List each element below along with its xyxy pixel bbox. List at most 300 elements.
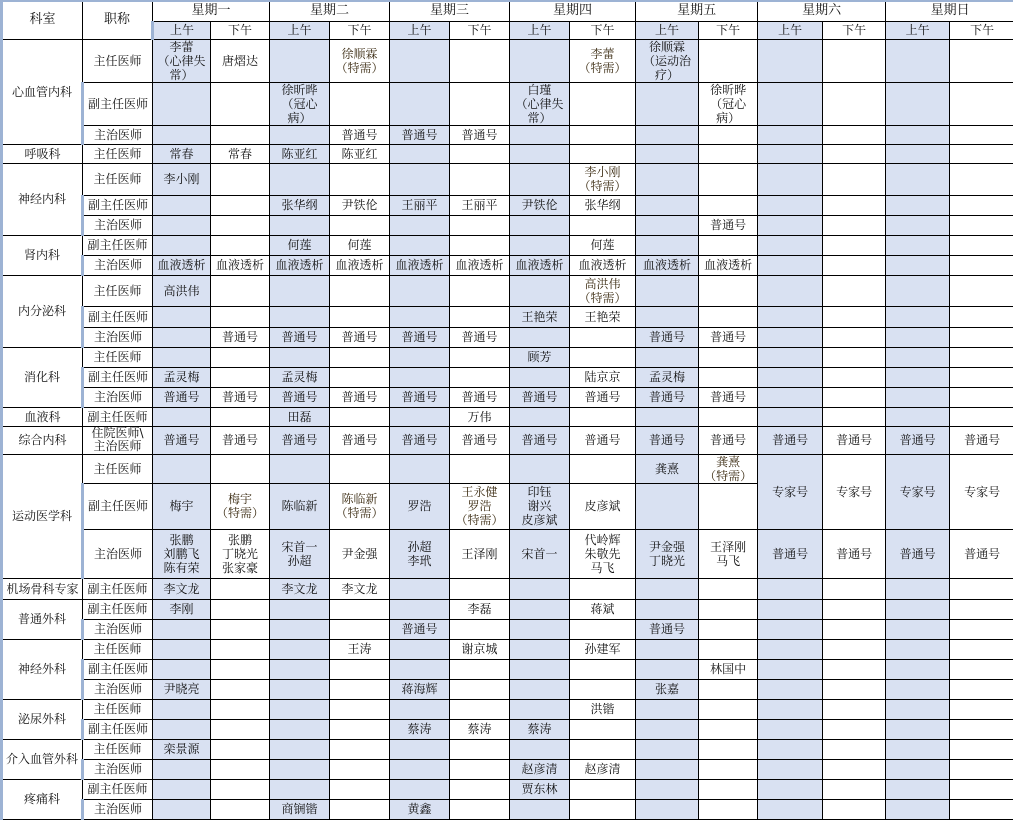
doctor-title-cell: 主治医师 bbox=[83, 327, 153, 347]
schedule-cell-fri-pm bbox=[699, 779, 758, 799]
doctor-title-cell: 副主任医师 bbox=[83, 599, 153, 619]
schedule-cell-wed-am: 普通号 bbox=[390, 125, 450, 144]
schedule-cell-sun-pm bbox=[950, 275, 1013, 306]
department-cell: 疼痛科 bbox=[2, 779, 83, 819]
schedule-cell-mon-pm bbox=[211, 779, 270, 799]
schedule-cell-fri-am bbox=[636, 639, 699, 659]
schedule-cell-mon-pm bbox=[211, 195, 270, 215]
schedule-cell-sun-am bbox=[886, 619, 950, 639]
schedule-cell-mon-am bbox=[153, 619, 211, 639]
schedule-cell-tue-am bbox=[270, 719, 330, 739]
schedule-cell-sun-pm bbox=[950, 255, 1013, 275]
schedule-cell-thu-pm: 赵彦清 bbox=[570, 759, 636, 779]
schedule-cell-mon-pm bbox=[211, 454, 270, 483]
schedule-cell-sun-pm bbox=[950, 235, 1013, 255]
schedule-cell-tue-am: 田磊 bbox=[270, 407, 330, 426]
schedule-cell-mon-pm bbox=[211, 407, 270, 426]
schedule-cell-sun-pm bbox=[950, 82, 1013, 125]
schedule-cell-fri-am: 普通号 bbox=[636, 327, 699, 347]
schedule-cell-sat-am bbox=[758, 639, 823, 659]
schedule-cell-fri-pm bbox=[699, 275, 758, 306]
schedule-cell-tue-am bbox=[270, 163, 330, 195]
schedule-cell-wed-am bbox=[390, 163, 450, 195]
schedule-cell-fri-pm: 血液透析 bbox=[699, 255, 758, 275]
department-cell: 心血管内科 bbox=[2, 39, 83, 144]
schedule-cell-thu-pm bbox=[570, 739, 636, 759]
schedule-cell-wed-pm: 谢京城 bbox=[450, 639, 510, 659]
schedule-cell-tue-pm: 尹铁伦 bbox=[330, 195, 390, 215]
schedule-cell-sun-am bbox=[886, 39, 950, 82]
doctor-title-cell: 主治医师 bbox=[83, 619, 153, 639]
schedule-cell-mon-pm: 普通号 bbox=[211, 426, 270, 454]
schedule-cell-thu-pm: 蒋斌 bbox=[570, 599, 636, 619]
schedule-cell-tue-am: 陈临新 bbox=[270, 483, 330, 529]
schedule-cell-sat-am bbox=[758, 39, 823, 82]
schedule-cell-wed-pm bbox=[450, 659, 510, 679]
schedule-cell-sun-am bbox=[886, 759, 950, 779]
schedule-cell-fri-am bbox=[636, 215, 699, 235]
doctor-title-cell: 主任医师 bbox=[83, 347, 153, 367]
doctor-title-cell: 主治医师 bbox=[83, 387, 153, 407]
schedule-cell-wed-pm bbox=[450, 759, 510, 779]
schedule-cell-tue-am bbox=[270, 599, 330, 619]
schedule-row bbox=[2, 739, 1013, 759]
schedule-cell-sun-am bbox=[886, 195, 950, 215]
schedule-cell-fri-am bbox=[636, 699, 699, 719]
schedule-cell-fri-pm bbox=[699, 483, 758, 529]
schedule-cell-mon-pm bbox=[211, 235, 270, 255]
schedule-cell-sat-am bbox=[758, 739, 823, 759]
schedule-cell-sat-pm bbox=[823, 82, 886, 125]
schedule-cell-fri-pm bbox=[699, 195, 758, 215]
schedule-cell-wed-am bbox=[390, 235, 450, 255]
schedule-cell-sun-pm bbox=[950, 327, 1013, 347]
schedule-cell-mon-pm bbox=[211, 82, 270, 125]
schedule-cell-tue-pm: 普通号 bbox=[330, 387, 390, 407]
schedule-cell-fri-pm: 普通号 bbox=[699, 387, 758, 407]
schedule-cell-mon-am bbox=[153, 195, 211, 215]
doctor-title-cell: 主任医师 bbox=[83, 699, 153, 719]
schedule-cell-mon-am: 张鹏 刘鹏飞 陈有荣 bbox=[153, 529, 211, 578]
schedule-cell-wed-am: 普通号 bbox=[390, 619, 450, 639]
schedule-row bbox=[2, 144, 1013, 163]
schedule-cell-sat-pm bbox=[823, 235, 886, 255]
schedule-cell-thu-am bbox=[510, 679, 570, 699]
schedule-cell-fri-pm bbox=[699, 639, 758, 659]
schedule-row bbox=[2, 125, 1013, 144]
schedule-cell-sun-am bbox=[886, 799, 950, 819]
schedule-cell-fri-am bbox=[636, 144, 699, 163]
schedule-cell-sat-pm bbox=[823, 275, 886, 306]
schedule-cell-sat-pm bbox=[823, 144, 886, 163]
schedule-cell-fri-pm bbox=[699, 306, 758, 327]
schedule-cell-wed-am bbox=[390, 578, 450, 599]
schedule-cell-fri-pm bbox=[699, 679, 758, 699]
schedule-row bbox=[2, 639, 1013, 659]
schedule-cell-wed-am bbox=[390, 367, 450, 387]
schedule-cell-fri-am bbox=[636, 599, 699, 619]
schedule-cell-tue-am: 李文龙 bbox=[270, 578, 330, 599]
schedule-cell-sun-pm bbox=[950, 144, 1013, 163]
schedule-cell-sat-pm bbox=[823, 619, 886, 639]
schedule-cell-thu-pm bbox=[570, 719, 636, 739]
schedule-row bbox=[2, 699, 1013, 719]
schedule-cell-sat-pm bbox=[823, 739, 886, 759]
schedule-cell-tue-pm bbox=[330, 659, 390, 679]
schedule-cell-mon-am bbox=[153, 639, 211, 659]
schedule-cell-thu-am: 贾东林 bbox=[510, 779, 570, 799]
schedule-cell-thu-pm: 张华纲 bbox=[570, 195, 636, 215]
schedule-cell-wed-am: 罗浩 bbox=[390, 483, 450, 529]
schedule-cell-wed-am: 普通号 bbox=[390, 426, 450, 454]
schedule-cell-mon-pm: 唐熠达 bbox=[211, 39, 270, 82]
schedule-cell-mon-am: 李小刚 bbox=[153, 163, 211, 195]
schedule-cell-wed-am bbox=[390, 779, 450, 799]
schedule-cell-thu-pm: 血液透析 bbox=[570, 255, 636, 275]
schedule-cell-fri-am bbox=[636, 82, 699, 125]
schedule-cell-wed-am bbox=[390, 699, 450, 719]
schedule-cell-tue-am bbox=[270, 347, 330, 367]
schedule-cell-thu-am bbox=[510, 407, 570, 426]
schedule-cell-tue-am bbox=[270, 619, 330, 639]
schedule-cell-tue-am bbox=[270, 454, 330, 483]
doctor-title-cell: 主任医师 bbox=[83, 739, 153, 759]
schedule-cell-sun-am bbox=[886, 275, 950, 306]
schedule-cell-sat-pm bbox=[823, 639, 886, 659]
schedule-cell-sat-am bbox=[758, 347, 823, 367]
schedule-cell-sun-am bbox=[886, 163, 950, 195]
schedule-cell-tue-pm: 陈亚红 bbox=[330, 144, 390, 163]
schedule-cell-sat-pm bbox=[823, 215, 886, 235]
schedule-cell-thu-am bbox=[510, 144, 570, 163]
schedule-cell-wed-pm bbox=[450, 235, 510, 255]
schedule-cell-fri-pm bbox=[699, 347, 758, 367]
schedule-cell-wed-am: 普通号 bbox=[390, 327, 450, 347]
schedule-row bbox=[2, 195, 1013, 215]
schedule-row bbox=[2, 39, 1013, 82]
doctor-title-cell: 副主任医师 bbox=[83, 483, 153, 529]
schedule-cell-thu-am: 血液透析 bbox=[510, 255, 570, 275]
schedule-cell-wed-am bbox=[390, 144, 450, 163]
schedule-cell-fri-pm: 王泽刚 马飞 bbox=[699, 529, 758, 578]
schedule-cell-thu-pm bbox=[570, 82, 636, 125]
schedule-cell-tue-pm: 尹金强 bbox=[330, 529, 390, 578]
schedule-cell-tue-am: 陈亚红 bbox=[270, 144, 330, 163]
schedule-cell-thu-am: 蔡涛 bbox=[510, 719, 570, 739]
schedule-cell-mon-am bbox=[153, 779, 211, 799]
schedule-cell-thu-pm: 孙建军 bbox=[570, 639, 636, 659]
schedule-row bbox=[2, 215, 1013, 235]
schedule-cell-mon-am: 普通号 bbox=[153, 426, 211, 454]
schedule-row bbox=[2, 387, 1013, 407]
schedule-cell-thu-am: 普通号 bbox=[510, 426, 570, 454]
schedule-cell-sat-pm: 专家号 bbox=[823, 454, 886, 529]
schedule-cell-thu-am bbox=[510, 327, 570, 347]
schedule-cell-thu-pm bbox=[570, 215, 636, 235]
doctor-title-cell: 主任医师 bbox=[83, 39, 153, 82]
schedule-cell-mon-am bbox=[153, 215, 211, 235]
am-header-fri: 上午 bbox=[636, 21, 699, 39]
schedule-cell-wed-pm bbox=[450, 799, 510, 819]
schedule-cell-thu-am bbox=[510, 659, 570, 679]
schedule-cell-sat-am bbox=[758, 699, 823, 719]
schedule-cell-sat-pm bbox=[823, 699, 886, 719]
schedule-cell-mon-am bbox=[153, 327, 211, 347]
schedule-cell-thu-pm bbox=[570, 578, 636, 599]
schedule-cell-sun-am: 普通号 bbox=[886, 529, 950, 578]
schedule-cell-mon-am: 尹晓亮 bbox=[153, 679, 211, 699]
schedule-cell-fri-am: 普通号 bbox=[636, 426, 699, 454]
schedule-cell-tue-am bbox=[270, 306, 330, 327]
schedule-cell-sun-am bbox=[886, 719, 950, 739]
doctor-title-cell: 副主任医师 bbox=[83, 195, 153, 215]
department-cell: 介入血管外科 bbox=[2, 739, 83, 779]
schedule-cell-mon-pm bbox=[211, 799, 270, 819]
schedule-cell-sun-pm bbox=[950, 215, 1013, 235]
schedule-cell-fri-am bbox=[636, 275, 699, 306]
schedule-cell-mon-pm bbox=[211, 739, 270, 759]
schedule-cell-tue-am: 商锎锴 bbox=[270, 799, 330, 819]
schedule-cell-sat-am bbox=[758, 578, 823, 599]
schedule-cell-sat-am bbox=[758, 759, 823, 779]
schedule-cell-sat-pm bbox=[823, 306, 886, 327]
schedule-cell-fri-pm: 林国中 bbox=[699, 659, 758, 679]
schedule-cell-thu-am: 王艳荣 bbox=[510, 306, 570, 327]
department-cell: 神经外科 bbox=[2, 639, 83, 699]
schedule-cell-sun-pm bbox=[950, 639, 1013, 659]
doctor-title-cell: 副主任医师 bbox=[83, 235, 153, 255]
schedule-cell-wed-pm bbox=[450, 39, 510, 82]
schedule-cell-wed-am bbox=[390, 306, 450, 327]
schedule-cell-tue-pm bbox=[330, 347, 390, 367]
column-header-title: 职称 bbox=[83, 1, 153, 39]
schedule-cell-fri-am: 孟灵梅 bbox=[636, 367, 699, 387]
schedule-row bbox=[2, 759, 1013, 779]
schedule-cell-sat-pm bbox=[823, 255, 886, 275]
schedule-cell-wed-pm: 普通号 bbox=[450, 426, 510, 454]
schedule-row bbox=[2, 426, 1013, 454]
schedule-row bbox=[2, 235, 1013, 255]
schedule-cell-mon-pm bbox=[211, 659, 270, 679]
schedule-cell-wed-pm: 血液透析 bbox=[450, 255, 510, 275]
schedule-cell-thu-am bbox=[510, 699, 570, 719]
schedule-row bbox=[2, 799, 1013, 819]
schedule-cell-sat-am bbox=[758, 125, 823, 144]
schedule-cell-tue-pm bbox=[330, 799, 390, 819]
schedule-cell-fri-pm bbox=[699, 719, 758, 739]
schedule-cell-mon-pm bbox=[211, 125, 270, 144]
schedule-cell-sat-am bbox=[758, 327, 823, 347]
schedule-row bbox=[2, 659, 1013, 679]
schedule-cell-tue-pm bbox=[330, 699, 390, 719]
schedule-cell-tue-pm: 普通号 bbox=[330, 327, 390, 347]
doctor-title-cell: 副主任医师 bbox=[83, 306, 153, 327]
schedule-cell-tue-pm bbox=[330, 739, 390, 759]
schedule-cell-mon-am: 李蕾 （心律失 常） bbox=[153, 39, 211, 82]
schedule-cell-sun-am bbox=[886, 367, 950, 387]
schedule-cell-fri-pm bbox=[699, 367, 758, 387]
schedule-cell-fri-pm: 徐昕晔 （冠心 病） bbox=[699, 82, 758, 125]
schedule-cell-mon-am bbox=[153, 799, 211, 819]
department-cell: 血液科 bbox=[2, 407, 83, 426]
schedule-cell-mon-am: 血液透析 bbox=[153, 255, 211, 275]
doctor-title-cell: 主治医师 bbox=[83, 255, 153, 275]
schedule-cell-tue-pm bbox=[330, 407, 390, 426]
department-cell: 神经内科 bbox=[2, 163, 83, 235]
schedule-cell-tue-am: 宋首一 孙超 bbox=[270, 529, 330, 578]
schedule-cell-fri-am bbox=[636, 483, 699, 529]
schedule-cell-thu-am bbox=[510, 739, 570, 759]
schedule-cell-sat-pm bbox=[823, 759, 886, 779]
department-cell: 综合内科 bbox=[2, 426, 83, 454]
schedule-cell-thu-pm bbox=[570, 347, 636, 367]
schedule-cell-fri-pm: 普通号 bbox=[699, 426, 758, 454]
schedule-cell-tue-am bbox=[270, 779, 330, 799]
schedule-cell-wed-am bbox=[390, 739, 450, 759]
schedule-cell-tue-pm bbox=[330, 679, 390, 699]
schedule-cell-mon-am bbox=[153, 125, 211, 144]
day-header-tue: 星期二 bbox=[270, 1, 390, 21]
schedule-cell-sat-pm bbox=[823, 799, 886, 819]
schedule-cell-tue-am: 普通号 bbox=[270, 387, 330, 407]
schedule-cell-sun-pm bbox=[950, 699, 1013, 719]
am-header-sun: 上午 bbox=[886, 21, 950, 39]
schedule-cell-mon-am bbox=[153, 82, 211, 125]
schedule-cell-sat-am bbox=[758, 407, 823, 426]
schedule-cell-tue-am bbox=[270, 679, 330, 699]
schedule-cell-sun-pm bbox=[950, 759, 1013, 779]
schedule-cell-thu-pm: 何莲 bbox=[570, 235, 636, 255]
schedule-cell-wed-am bbox=[390, 659, 450, 679]
schedule-cell-mon-pm: 梅宇 （特需） bbox=[211, 483, 270, 529]
schedule-cell-thu-pm bbox=[570, 454, 636, 483]
schedule-cell-sun-pm: 普通号 bbox=[950, 426, 1013, 454]
schedule-cell-sat-am bbox=[758, 387, 823, 407]
schedule-cell-sun-pm bbox=[950, 659, 1013, 679]
schedule-cell-tue-am bbox=[270, 739, 330, 759]
schedule-cell-tue-pm bbox=[330, 454, 390, 483]
schedule-cell-sat-am bbox=[758, 619, 823, 639]
schedule-cell-fri-am bbox=[636, 739, 699, 759]
doctor-title-cell: 副主任医师 bbox=[83, 659, 153, 679]
schedule-cell-tue-pm bbox=[330, 779, 390, 799]
schedule-cell-sat-pm bbox=[823, 719, 886, 739]
schedule-cell-sun-am bbox=[886, 639, 950, 659]
doctor-title-cell: 住院医师\ 主治医师 bbox=[83, 426, 153, 454]
schedule-row bbox=[2, 255, 1013, 275]
schedule-cell-sun-pm bbox=[950, 578, 1013, 599]
schedule-cell-wed-pm bbox=[450, 679, 510, 699]
schedule-cell-sat-am: 普通号 bbox=[758, 529, 823, 578]
schedule-cell-thu-pm: 代岭辉 朱敬先 马飞 bbox=[570, 529, 636, 578]
schedule-cell-tue-am: 孟灵梅 bbox=[270, 367, 330, 387]
schedule-cell-sat-am: 普通号 bbox=[758, 426, 823, 454]
schedule-cell-wed-pm bbox=[450, 779, 510, 799]
schedule-cell-wed-pm bbox=[450, 578, 510, 599]
schedule-cell-sun-pm bbox=[950, 163, 1013, 195]
schedule-cell-sun-pm: 专家号 bbox=[950, 454, 1013, 529]
schedule-cell-sat-pm bbox=[823, 599, 886, 619]
schedule-cell-mon-am: 常春 bbox=[153, 144, 211, 163]
schedule-cell-sat-am bbox=[758, 235, 823, 255]
schedule-cell-thu-am bbox=[510, 619, 570, 639]
doctor-title-cell: 副主任医师 bbox=[83, 578, 153, 599]
department-cell: 运动医学科 bbox=[2, 454, 83, 578]
schedule-cell-wed-pm bbox=[450, 739, 510, 759]
schedule-row bbox=[2, 679, 1013, 699]
schedule-cell-sun-am bbox=[886, 578, 950, 599]
schedule-cell-tue-am: 血液透析 bbox=[270, 255, 330, 275]
schedule-cell-fri-pm: 龚熹 （特需） bbox=[699, 454, 758, 483]
schedule-cell-mon-am: 栾景源 bbox=[153, 739, 211, 759]
schedule-cell-fri-pm bbox=[699, 599, 758, 619]
doctor-title-cell: 主治医师 bbox=[83, 799, 153, 819]
schedule-cell-fri-pm bbox=[699, 144, 758, 163]
day-header-wed: 星期三 bbox=[390, 1, 510, 21]
schedule-cell-mon-pm: 普通号 bbox=[211, 387, 270, 407]
doctor-title-cell: 副主任医师 bbox=[83, 407, 153, 426]
schedule-cell-wed-am: 王丽平 bbox=[390, 195, 450, 215]
schedule-cell-thu-pm: 王艳荣 bbox=[570, 306, 636, 327]
doctor-title-cell: 主任医师 bbox=[83, 639, 153, 659]
schedule-cell-wed-pm: 王泽刚 bbox=[450, 529, 510, 578]
schedule-cell-wed-am: 孙超 李玳 bbox=[390, 529, 450, 578]
schedule-cell-fri-am bbox=[636, 719, 699, 739]
schedule-cell-wed-am bbox=[390, 639, 450, 659]
schedule-cell-sat-pm bbox=[823, 39, 886, 82]
schedule-cell-tue-pm bbox=[330, 275, 390, 306]
schedule-cell-sat-am bbox=[758, 195, 823, 215]
schedule-cell-fri-pm bbox=[699, 619, 758, 639]
schedule-cell-fri-am: 龚熹 bbox=[636, 454, 699, 483]
schedule-cell-fri-pm bbox=[699, 578, 758, 599]
schedule-cell-wed-pm bbox=[450, 699, 510, 719]
doctor-title-cell: 主任医师 bbox=[83, 144, 153, 163]
schedule-cell-thu-am bbox=[510, 125, 570, 144]
schedule-cell-tue-pm bbox=[330, 619, 390, 639]
schedule-cell-sun-pm bbox=[950, 195, 1013, 215]
schedule-cell-sun-am bbox=[886, 599, 950, 619]
schedule-cell-thu-pm bbox=[570, 327, 636, 347]
schedule-cell-thu-pm bbox=[570, 679, 636, 699]
schedule-cell-mon-am: 普通号 bbox=[153, 387, 211, 407]
schedule-cell-wed-pm bbox=[450, 367, 510, 387]
schedule-cell-sun-am bbox=[886, 215, 950, 235]
schedule-cell-wed-am bbox=[390, 454, 450, 483]
schedule-cell-fri-pm bbox=[699, 699, 758, 719]
doctor-title-cell: 主任医师 bbox=[83, 454, 153, 483]
schedule-cell-mon-am: 李文龙 bbox=[153, 578, 211, 599]
schedule-cell-wed-pm bbox=[450, 347, 510, 367]
schedule-cell-thu-pm bbox=[570, 619, 636, 639]
schedule-cell-fri-pm bbox=[699, 799, 758, 819]
schedule-cell-sat-am: 专家号 bbox=[758, 454, 823, 529]
schedule-cell-sun-pm bbox=[950, 799, 1013, 819]
schedule-cell-tue-am bbox=[270, 215, 330, 235]
pm-header-fri: 下午 bbox=[699, 21, 758, 39]
schedule-row bbox=[2, 82, 1013, 125]
schedule-cell-fri-am bbox=[636, 347, 699, 367]
schedule-cell-mon-pm bbox=[211, 719, 270, 739]
schedule-cell-sat-am bbox=[758, 679, 823, 699]
schedule-cell-sun-am bbox=[886, 347, 950, 367]
doctor-title-cell: 副主任医师 bbox=[83, 779, 153, 799]
schedule-cell-thu-pm: 洪锴 bbox=[570, 699, 636, 719]
schedule-cell-mon-am bbox=[153, 719, 211, 739]
schedule-cell-thu-am bbox=[510, 799, 570, 819]
schedule-cell-thu-pm bbox=[570, 659, 636, 679]
schedule-row bbox=[2, 347, 1013, 367]
